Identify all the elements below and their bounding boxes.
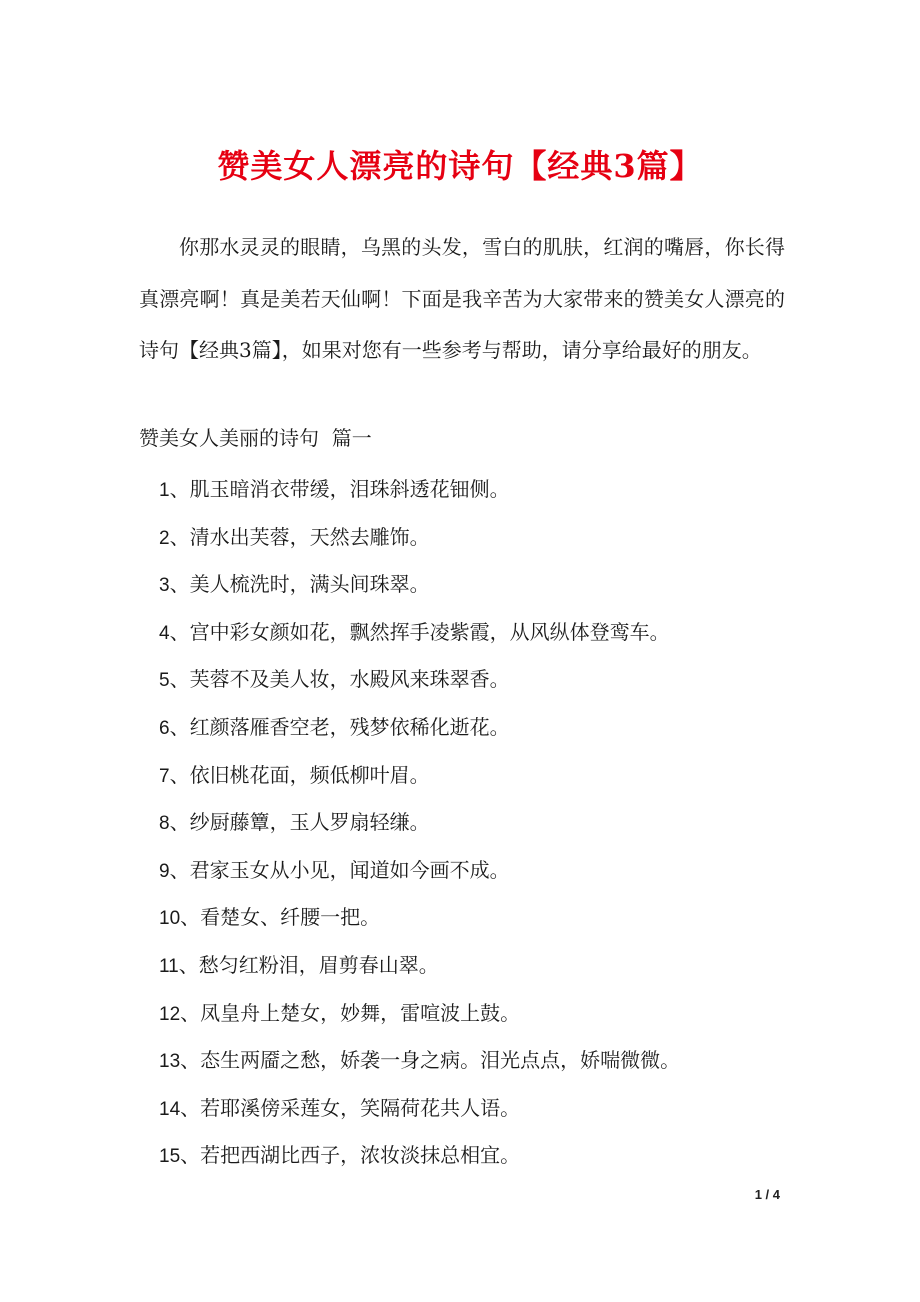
poem-number: 12 [159,1003,181,1025]
poem-text: 、肌玉暗消衣带缓，泪珠斜透花钿侧。 [169,477,510,501]
poem-text: 、美人梳洗时，满头间珠翠。 [169,572,430,597]
section-heading: 赞美女人美丽的诗句 篇一 [139,426,372,450]
poem-list [159,466,779,1180]
poem-text: 、红颜落雁香空老，残梦依稀化逝花。 [169,714,510,739]
poem-number: 11 [159,955,179,977]
list-item [159,561,779,609]
list-item [159,1132,779,1180]
poem-text: 、依旧桃花面，频低柳叶眉。 [169,762,430,787]
poem-number: 3 [159,575,170,597]
list-item [159,894,779,942]
list-item [159,704,779,752]
poem-number: 4 [159,622,170,644]
poem-text: 、态生两靥之愁，娇袭一身之病。泪光点点，娇喘微微。 [180,1048,681,1073]
poem-number: 5 [159,670,170,692]
poem-number: 9 [159,860,170,882]
list-item [159,752,779,800]
intro-paragraph: 你那水灵灵的眼睛，乌黑的头发，雪白的肌肤，红润的嘴唇，你长得真漂亮啊！真是美若天仙啊！下面是我辛苦为大家带来的赞美女人漂亮的诗句【经典3篇】，如果对您有一些参考与帮助，请分享给最好的朋友。 [139,235,785,362]
list-item [159,1085,779,1133]
poem-number: 7 [159,765,170,787]
list-item [159,656,779,704]
poem-text: 、愁匀红粉泪，眉剪春山翠。 [178,952,439,977]
list-item [159,990,779,1038]
page-number: 1 / 4 [754,1187,780,1202]
poem-text: 、宫中彩女颜如花，飘然挥手凌紫霞，从风纵体登鸾车。 [169,619,670,644]
list-item [159,847,779,895]
poem-number: 1 [159,480,170,501]
page-title: 赞美女人漂亮的诗句【经典3篇】 [217,147,703,185]
poem-number: 13 [159,1051,181,1073]
poem-number: 2 [159,527,170,549]
poem-text: 、清水出芙蓉，天然去雕饰。 [169,524,430,549]
poem-number: 6 [159,717,170,739]
list-item [159,942,779,990]
poem-number: 8 [159,813,170,835]
poem-number: 10 [159,908,181,930]
poem-text: 、君家玉女从小见，闻道如今画不成。 [169,857,510,882]
list-item [159,1037,779,1085]
poem-text: 、看楚女、纤腰一把。 [180,905,381,930]
list-item [159,609,779,657]
poem-text: 、纱厨藤簟，玉人罗扇轻缣。 [169,810,430,835]
list-item [159,514,779,562]
poem-text: 、芙蓉不及美人妆，水殿风来珠翠香。 [169,667,510,692]
poem-text: 、若耶溪傍采莲女，笑隔荷花共人语。 [180,1095,521,1120]
poem-text: 、若把西湖比西子，浓妆淡抹总相宜。 [180,1143,521,1168]
poem-number: 15 [159,1146,181,1168]
list-item [159,466,779,514]
list-item [159,799,779,847]
poem-number: 14 [159,1098,181,1120]
poem-text: 、凤皇舟上楚女，妙舞，雷喧波上鼓。 [180,1000,521,1025]
